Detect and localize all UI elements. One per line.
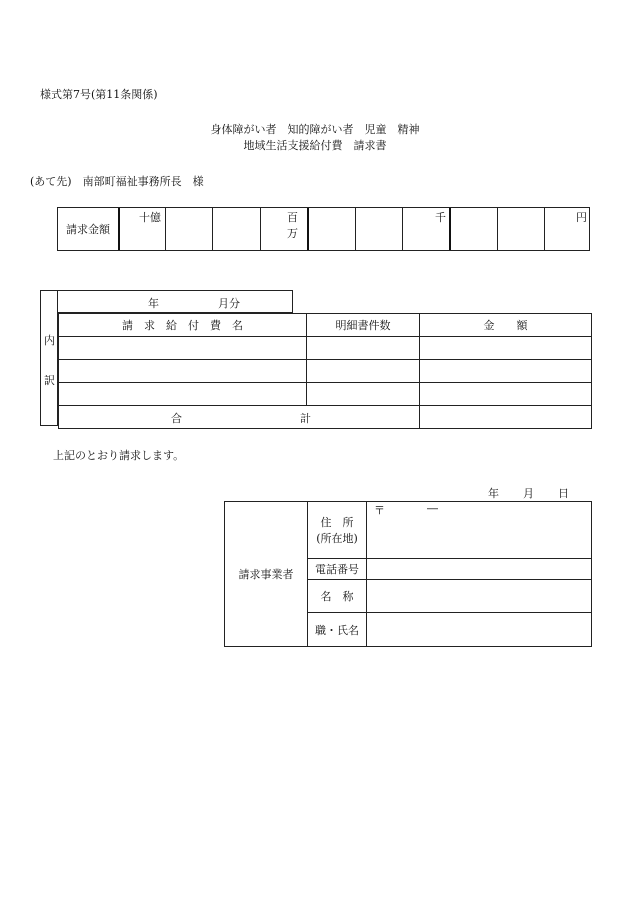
total-amount-cell[interactable] xyxy=(420,406,592,429)
request-statement: 上記のとおり請求します。 xyxy=(53,449,185,462)
name-label: 名 称 xyxy=(308,580,367,613)
amount-cell[interactable] xyxy=(420,383,592,406)
amount-digit-cell[interactable] xyxy=(497,208,544,250)
unit-million: 百万 xyxy=(287,211,298,240)
amount-digit-cell[interactable] xyxy=(307,208,355,250)
phone-field[interactable] xyxy=(367,559,592,580)
unit-billion: 十億 xyxy=(139,211,161,224)
amount-cell[interactable] xyxy=(420,360,592,383)
benefit-name-cell[interactable] xyxy=(59,360,307,383)
year-label: 年 xyxy=(148,297,159,310)
table-header-row xyxy=(59,314,592,337)
date-year: 年 xyxy=(488,487,499,500)
date-line xyxy=(488,485,569,501)
total-label-cell xyxy=(59,406,420,429)
name-field[interactable] xyxy=(367,580,592,613)
benefit-name-cell[interactable] xyxy=(59,383,307,406)
header-amount: 金 額 xyxy=(420,314,592,337)
amount-digit-cell[interactable] xyxy=(544,208,590,250)
breakdown-table xyxy=(58,313,592,429)
breakdown-section xyxy=(40,290,591,426)
address-sublabel: (所在地) xyxy=(316,532,358,545)
form-number: 様式第7号(第11条関係) xyxy=(40,88,158,101)
amount-cell[interactable] xyxy=(420,337,592,360)
amount-digit-cell[interactable] xyxy=(355,208,402,250)
total-row xyxy=(59,406,592,429)
amount-digit-cell[interactable] xyxy=(165,208,212,250)
table-row xyxy=(59,360,592,383)
postal-dash: ― xyxy=(427,502,438,515)
requester-label: 請求事業者 xyxy=(225,502,308,647)
amount-digit-cell[interactable] xyxy=(260,208,307,250)
amount-digit-cell[interactable] xyxy=(212,208,260,250)
address-field[interactable] xyxy=(367,502,592,559)
address-label: 住 所 xyxy=(320,516,354,529)
document-title-line2: 地域生活支援給付費 請求書 xyxy=(243,139,387,152)
statement-count-cell[interactable] xyxy=(307,383,420,406)
unit-yen: 円 xyxy=(576,211,587,224)
side-label-uchi: 内 xyxy=(44,334,55,347)
breakdown-side-label xyxy=(40,290,58,426)
total-label-kei: 計 xyxy=(300,412,311,425)
amount-label: 請求金額 xyxy=(66,223,110,236)
table-row xyxy=(59,337,592,360)
address-label-cell xyxy=(308,502,367,559)
year-month-tab[interactable] xyxy=(58,290,293,313)
side-label-wake: 訳 xyxy=(44,374,55,387)
benefit-name-cell[interactable] xyxy=(59,337,307,360)
date-month: 月 xyxy=(523,487,534,500)
title-name-field[interactable] xyxy=(367,613,592,647)
header-statement-count: 明細書件数 xyxy=(307,314,420,337)
postal-mark: 〒 xyxy=(374,504,385,517)
amount-grid xyxy=(57,207,590,251)
requester-table xyxy=(224,501,592,647)
title-name-label: 職・氏名 xyxy=(308,613,367,647)
amount-digit-cell[interactable] xyxy=(118,208,165,250)
statement-count-cell[interactable] xyxy=(307,360,420,383)
amount-digit-cell[interactable] xyxy=(449,208,497,250)
unit-thousand: 千 xyxy=(435,211,446,224)
statement-count-cell[interactable] xyxy=(307,337,420,360)
header-benefit-name: 請 求 給 付 費 名 xyxy=(59,314,307,337)
date-day: 日 xyxy=(558,487,569,500)
document-title-line1: 身体障がい者 知的障がい者 児童 精神 xyxy=(210,123,420,136)
addressee: (あて先) 南部町福祉事務所長 様 xyxy=(30,175,204,188)
amount-digit-cell[interactable] xyxy=(402,208,449,250)
total-label-go: 合 xyxy=(171,412,182,425)
month-portion-label: 月分 xyxy=(218,297,240,310)
table-row xyxy=(59,383,592,406)
phone-label: 電話番号 xyxy=(308,559,367,580)
